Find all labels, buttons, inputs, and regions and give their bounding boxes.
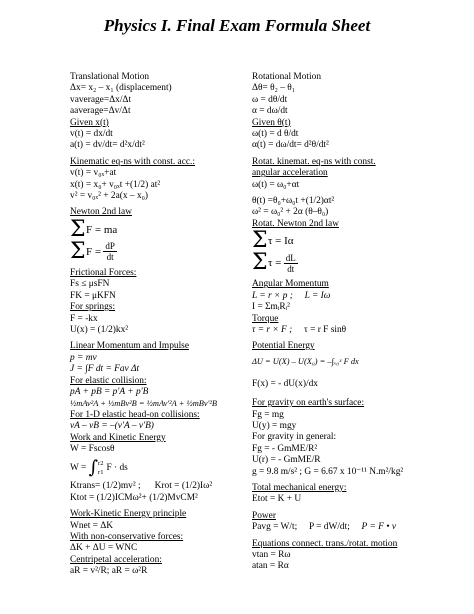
section-heading: Power xyxy=(252,510,276,521)
formula: α = dω/dt xyxy=(252,106,288,117)
formula: v² = v₀ₓ² + 2a(x – x₀) xyxy=(70,191,149,202)
formula: Ktrans= (1/2)mv² ; xyxy=(70,481,141,492)
numerator: dL xyxy=(285,252,296,263)
section-heading: Translational Motion xyxy=(70,72,150,82)
formula: a(t) = dv/dt= d²x/dt² xyxy=(70,140,145,151)
formula: P = dW/dt; xyxy=(308,522,350,533)
upper-limit: r2 xyxy=(98,460,104,468)
formula: ω(t) = ω₀+αt xyxy=(252,179,300,190)
section-heading: Torque xyxy=(252,313,279,324)
formula: Pavg = W/t; xyxy=(252,522,298,533)
formula: L = Iω xyxy=(304,290,331,301)
formula: ½mAv²A + ½mBv²B = ½mAv'²A + ½mBv'²B xyxy=(70,399,218,409)
formula: θ(t) =θ₀+ω₀t +(1/2)αt² xyxy=(252,196,335,207)
formula: α(t) = dω/dt= d²θ/dt² xyxy=(252,140,329,151)
sigma-icon: Σ xyxy=(252,228,268,254)
formula: Krot = (1/2)Iω² xyxy=(154,481,213,492)
formula: F = ma xyxy=(86,223,118,236)
formula: ω² = ω₀² + 2α (θ–θ₀) xyxy=(252,207,329,218)
sigma-icon: Σ xyxy=(70,216,86,242)
section-heading: Rotat. kinemat. eq-ns with const. xyxy=(252,156,376,167)
formula: F · ds xyxy=(106,462,128,473)
formula: vtan = Rω xyxy=(252,550,291,560)
formula: aR = v²/R; aR = ω²R xyxy=(70,566,148,577)
formula: F = xyxy=(86,245,102,258)
formula: P = F • v xyxy=(361,522,396,533)
formula: ω(t) = d θ/dt xyxy=(252,129,299,140)
formula: Etot = K + U xyxy=(252,494,302,505)
fraction xyxy=(103,241,117,262)
formula: Ktot = (1/2)ICMω²+ (1/2)MvCM² xyxy=(70,492,198,503)
subheading: For elastic collision: xyxy=(70,375,147,386)
section-heading: Rotat. Newton 2nd law xyxy=(252,218,339,229)
integral-icon: ∫ xyxy=(88,457,99,479)
section-heading: Angular Momentum xyxy=(252,279,329,290)
rot-newton-sum-equation xyxy=(252,230,457,252)
formula: g = 9.8 m/s² ; G = 6.67 x 10⁻¹¹ N.m²/kg² xyxy=(252,466,404,477)
formula: U(r) = - GmME/R xyxy=(252,455,321,466)
formula: J = ∫F dt = Fav Δt xyxy=(70,364,140,375)
formula: τ = r F sinθ xyxy=(303,324,347,335)
sigma-icon: Σ xyxy=(70,238,86,264)
denominator: dt xyxy=(287,263,295,274)
section-heading: Potential Energy xyxy=(252,341,315,352)
formula: v(t) = dx/dt xyxy=(70,129,113,140)
formula: I = ΣmᵢRᵢ² xyxy=(252,302,290,313)
denominator: dt xyxy=(106,252,114,263)
formula: x(t) = x₀+ v₀ₓt +(1/2) at² xyxy=(70,179,161,190)
numerator: dP xyxy=(105,241,115,252)
subheading: For springs: xyxy=(70,302,116,313)
formula: atan = Rα xyxy=(252,561,289,572)
formula: U(y) = mgy xyxy=(252,420,297,431)
subheading: Given x(t) xyxy=(70,117,109,128)
subheading: With non-conservative forces: xyxy=(70,532,184,542)
formula: F = -kx xyxy=(70,313,98,324)
sigma-icon: Σ xyxy=(252,250,268,276)
section-heading: Total mechanical energy: xyxy=(252,482,347,493)
formula: Wnet = ΔK xyxy=(70,520,114,531)
formula: ω = dθ/dt xyxy=(252,94,288,105)
formula: Δθ= θ₂ – θ₁ xyxy=(252,83,296,94)
formula: τ = xyxy=(268,257,282,270)
section-heading: For gravity on earth's surface: xyxy=(252,398,365,409)
formula: ΔU = U(X) – U(X₀) = –∫ₓ₀ˣ F dx xyxy=(252,356,359,366)
formula: Fg = mg xyxy=(252,409,284,420)
formula: L = r × p ; xyxy=(252,290,293,301)
section-heading: Linear Momentum and Impulse xyxy=(70,341,189,352)
formula: Fg = - GmME/R² xyxy=(252,443,318,454)
formula: FK = μKFN xyxy=(70,290,116,301)
rot-newton-momentum-equation xyxy=(252,252,457,274)
formula: τ = Iα xyxy=(268,235,294,248)
formula: p = mv xyxy=(70,352,97,363)
formula: W = Fscosθ xyxy=(70,443,115,454)
section-heading: Newton 2nd law xyxy=(70,207,132,218)
section-heading: Work and Kinetic Energy xyxy=(70,432,166,443)
section-heading: Kinematic eq-ns with const. acc.: xyxy=(70,156,195,167)
formula: τ = r × F ; xyxy=(252,324,293,335)
formula: For gravity in general: xyxy=(252,432,337,443)
formula: aaverage=Δv/Δt xyxy=(70,106,131,117)
subheading: Centripetal acceleration: xyxy=(70,554,162,565)
fraction xyxy=(284,253,298,274)
formula: ΔK + ΔU = WNC xyxy=(70,543,138,554)
section-heading: Frictional Forces: xyxy=(70,267,137,278)
formula: Δx= x₂ – x₁ (displacement) xyxy=(70,83,172,94)
formula: pA + pB = p'A + p'B xyxy=(70,386,149,397)
section-heading: Equations connect. trans./rotat. motion xyxy=(252,538,398,549)
section-heading: Work-Kinetic Energy principle xyxy=(70,509,187,520)
subheading: For 1-D elastic head-on collisions: xyxy=(70,409,200,420)
formula: vaverage=Δx/Δt xyxy=(70,94,132,105)
section-heading: Rotational Motion xyxy=(252,72,322,82)
formula: F(x) = - dU(x)/dx xyxy=(252,378,318,389)
formula: Fs ≤ μsFN xyxy=(70,279,110,290)
subheading: Given θ(t) xyxy=(252,117,291,128)
lower-limit: r1 xyxy=(98,469,104,477)
section-heading: angular acceleration xyxy=(252,168,328,179)
formula: v(t) = v₀ₓ+at xyxy=(70,168,117,179)
right-column xyxy=(252,72,457,573)
page-title: Physics I. Final Exam Formula Sheet xyxy=(103,16,371,35)
formula: U(x) = (1/2)kx² xyxy=(70,324,129,335)
formula: W = xyxy=(70,462,87,473)
formula: vA – vB = –(v'A – v'B) xyxy=(70,421,154,432)
